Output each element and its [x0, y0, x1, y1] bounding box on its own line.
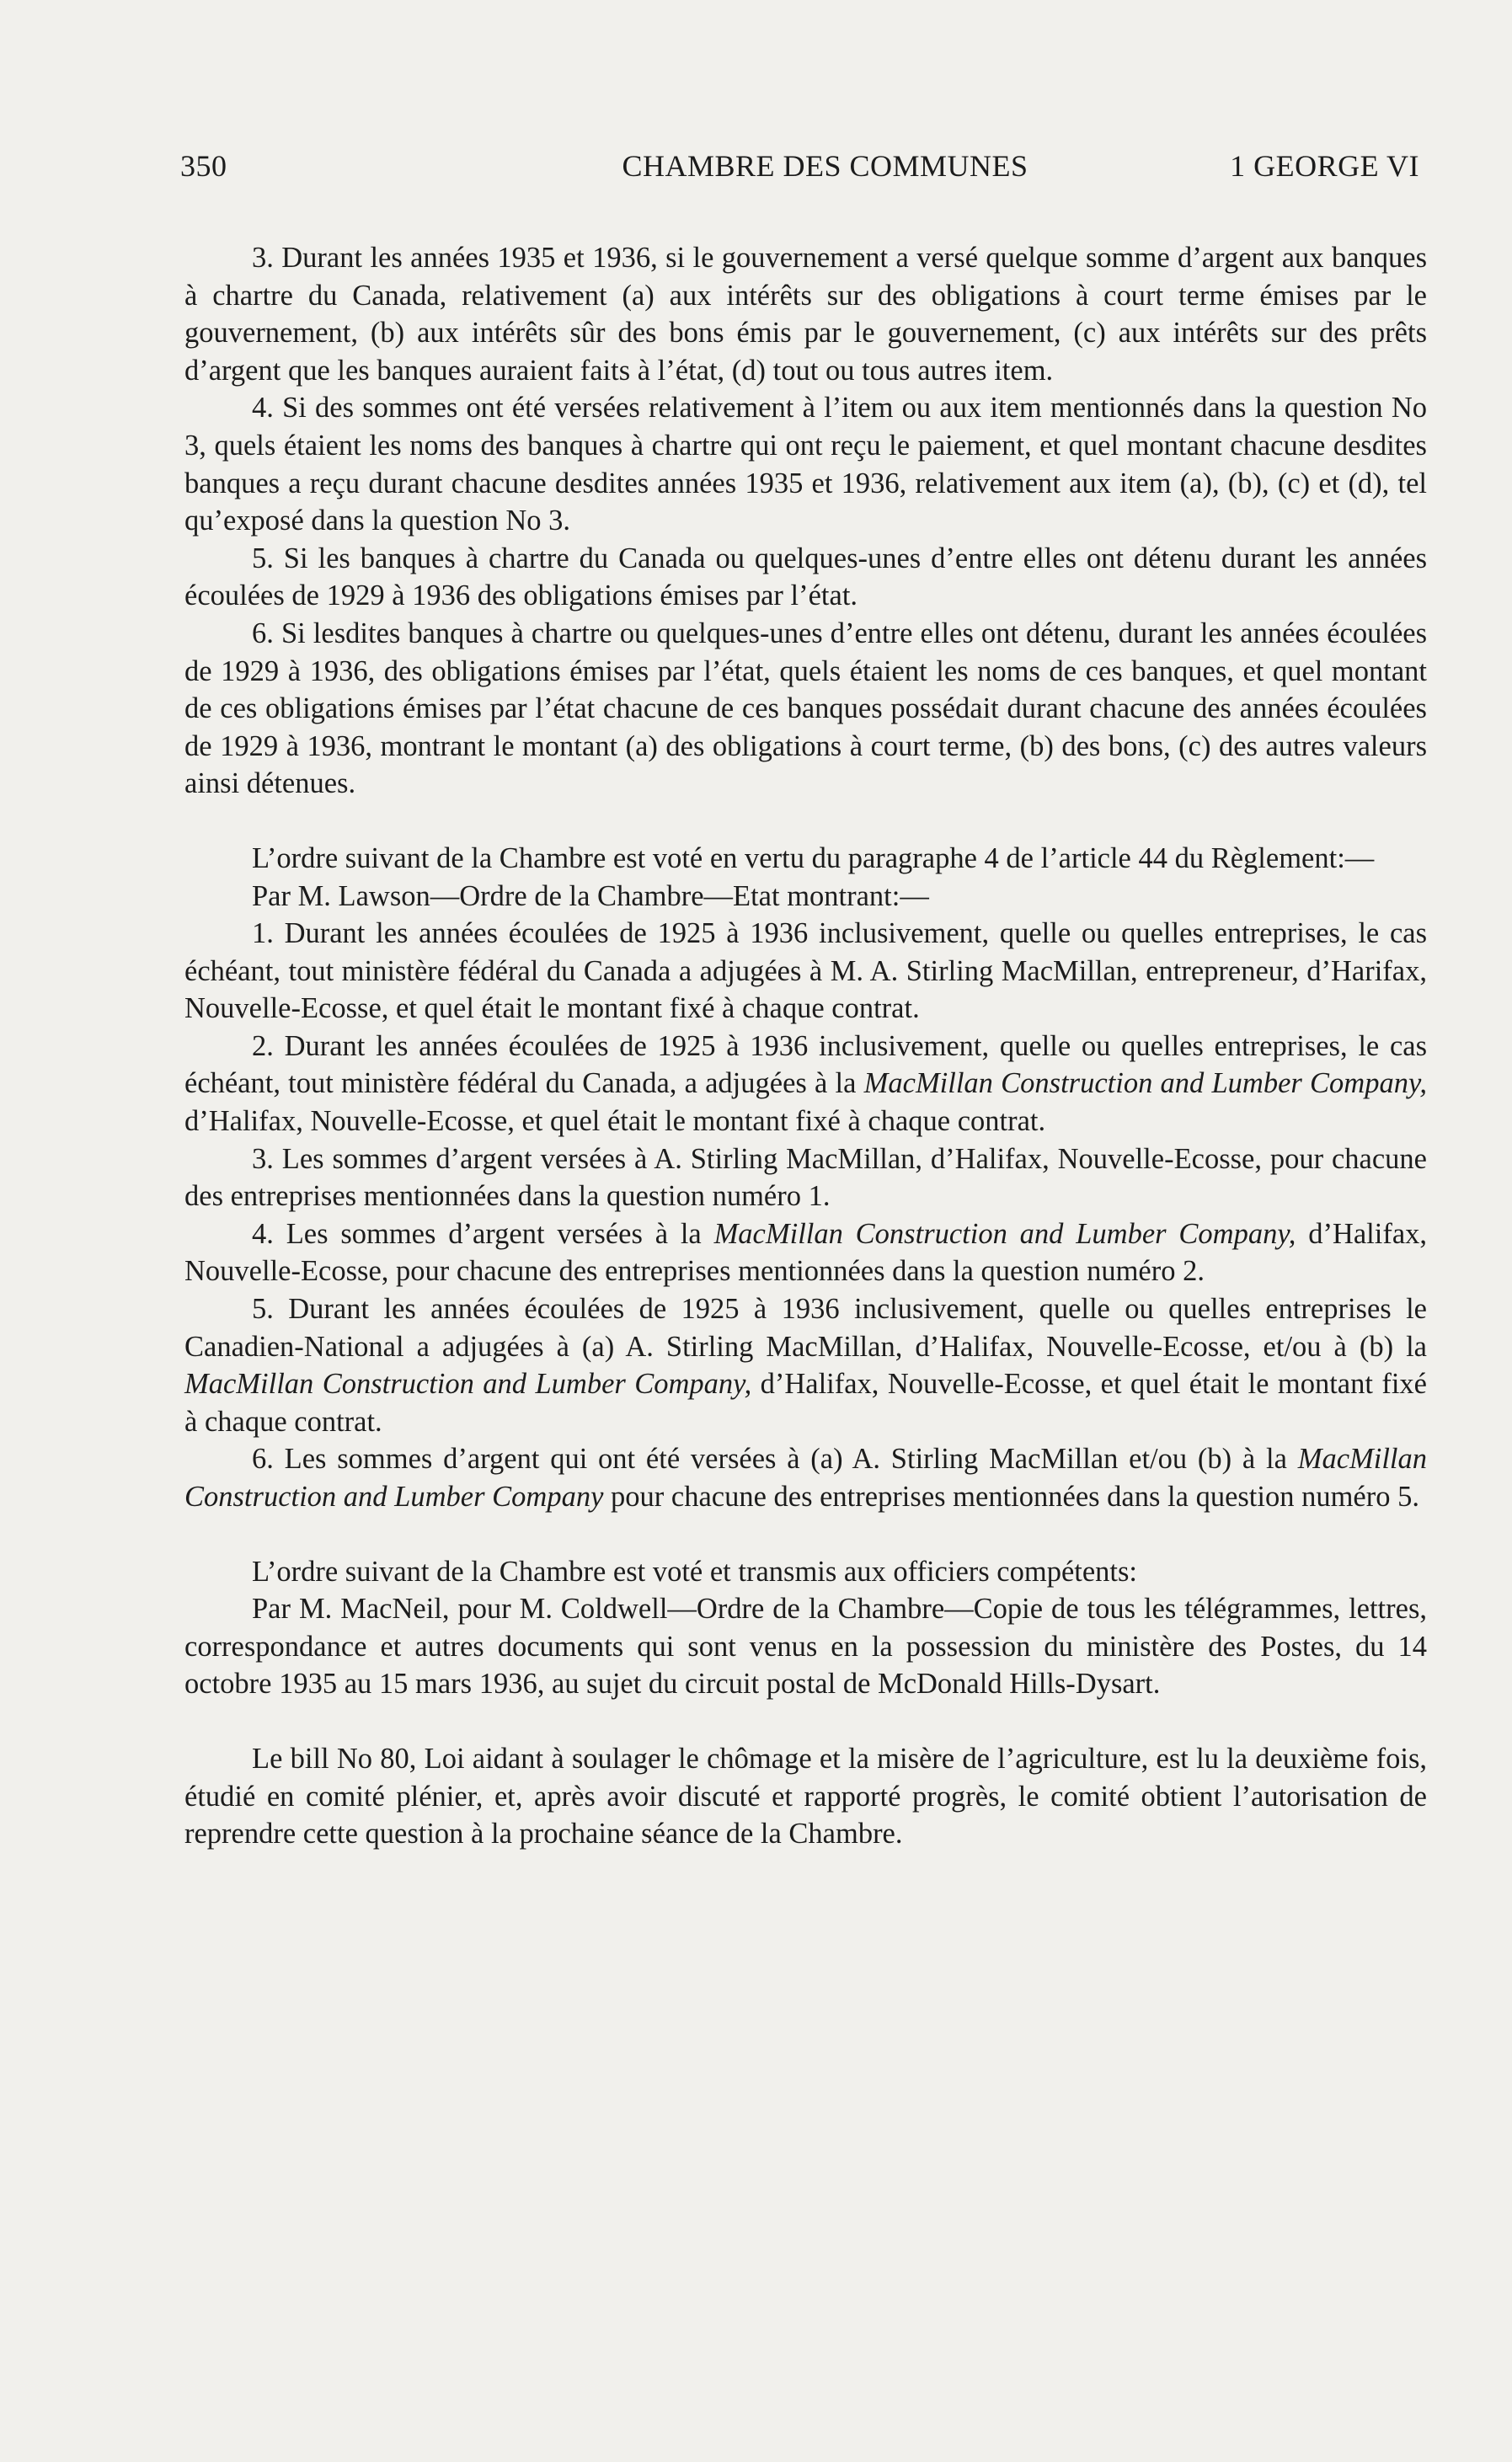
order-item-1: 1. Durant les années écoulées de 1925 à 1936 inclusivement, quelle ou quelles entreprises, le cas échéant, tout ministère fédéral du Canada a adjugées à M. A. Stirling MacMillan, entrepreneur, d’Harifax, Nouvelle-Ecosse, et quel était le montant fixé à chaque contrat. [184, 917, 1427, 1025]
order-item-2-start: 2. Durant les années écoulées de 1925 à 1936 inclusivement, quelle ou quelles entreprises, le cas échéant, tout ministère fédéral du Canada, a adjugées à la [184, 1029, 1427, 1100]
second-order-text: Par M. MacNeil, pour M. Coldwell—Ordre de la Chambre—Copie de tous les télégrammes, lettres, correspondance et autres documents qui sont venus en la possession du ministère des Postes, du 14 octobre 1935 au 15 mars 1936, au sujet du circuit postal de McDonald Hills-Dysart. [184, 1593, 1427, 1701]
company-name: MacMillan Construction and Lumber Company, [713, 1217, 1296, 1250]
running-title: CHAMBRE DES COMMUNES [622, 149, 1028, 183]
page-body [184, 239, 1427, 1853]
order-item-5 [184, 1290, 1427, 1440]
order-item-4-end: d’Halifax, Nouvelle-Ecosse, pour chacune des entreprises mentionnées dans la question numéro 2. [184, 1217, 1428, 1288]
order-item-5-start: 5. Durant les années écoulées de 1925 à 1936 inclusivement, quelle ou quelles entreprises le Canadien-National a adjugées à (a) A. Stirling MacMillan, d’Halifax, Nouvelle-Ecosse, et/ou à (b) la [184, 1293, 1427, 1363]
order-intro: L’ordre suivant de la Chambre est voté en vertu du paragraphe 4 de l’article 44 du Règlement:— [252, 841, 1375, 874]
order-item-4 [184, 1215, 1427, 1290]
order-item-5-end: d’Halifax, Nouvelle-Ecosse, et quel était le montant fixé à chaque contrat. [184, 1368, 1427, 1438]
company-name: MacMillan Construction and Lumber Company, [863, 1067, 1427, 1100]
question-5: 5. Si les banques à chartre du Canada ou quelques-unes d’entre elles ont détenu durant les années écoulées de 1929 à 1936 des obligations émises par l’état. [184, 542, 1427, 612]
section-gap [184, 1516, 1427, 1553]
company-name: MacMillan Construction and Lumber Company [184, 1443, 1427, 1513]
second-order-intro: L’ordre suivant de la Chambre est voté et transmis aux officiers compétents: [252, 1555, 1138, 1588]
reign-label: 1 GEORGE VI [1230, 149, 1419, 183]
page-number: 350 [180, 149, 227, 183]
order-item-4-start: 4. Les sommes d’argent versées à la [252, 1217, 714, 1250]
order-item-2 [184, 1028, 1427, 1140]
company-name: MacMillan Construction and Lumber Company, [184, 1368, 752, 1401]
bill-paragraph: Le bill No 80, Loi aidant à soulager le chômage et la misère de l’agriculture, est lu la deuxième fois, étudié en comité plénier, et, après avoir discuté et rapporté progrès, le comité obtient l’autorisation de reprendre cette question à la prochaine séance de la Chambre. [184, 1742, 1427, 1851]
question-3: 3. Durant les années 1935 et 1936, si le gouvernement a versé quelque somme d’argent aux banques à chartre du Canada, relativement (a) aux intérêts sur des obligations à court terme émises par le gouvernement, (b) aux intérêts sûr des bons émis par le gouvernement, (c) aux intérêts sur des prêts d’argent que les banques auraient faits à l’état, (d) tout ou tous autres item. [184, 242, 1427, 387]
section-gap [184, 1703, 1427, 1740]
order-item-3: 3. Les sommes d’argent versées à A. Stirling MacMillan, d’Halifax, Nouvelle-Ecosse, pour chacune des entreprises mentionnées dans la question numéro 1. [184, 1142, 1427, 1213]
page-header [180, 148, 1419, 190]
order-item-6 [184, 1440, 1427, 1515]
order-item-2-end: d’Halifax, Nouvelle-Ecosse, et quel était le montant fixé à chaque contrat. [184, 1105, 1046, 1138]
question-6: 6. Si lesdites banques à chartre ou quelques-unes d’entre elles ont détenu, durant les années écoulées de 1929 à 1936, des obligations émises par l’état, quels étaient les noms de ces banques, et quel montant de ces obligations émises par l’état chacune de ces banques possédait durant chacune des années écoulées de 1929 à 1936, montrant le montant (a) des obligations à court terme, (b) des bons, (c) des autres valeurs ainsi détenues. [184, 617, 1427, 800]
order-mover: Par M. Lawson—Ordre de la Chambre—Etat montrant:— [252, 879, 929, 912]
order-item-6-end: pour chacune des entreprises mentionnées dans la question numéro 5. [603, 1481, 1419, 1513]
section-gap [184, 803, 1427, 840]
order-item-6-start: 6. Les sommes d’argent qui ont été versées à (a) A. Stirling MacMillan et/ou (b) à la [252, 1443, 1298, 1476]
question-4: 4. Si des sommes ont été versées relativement à l’item ou aux item mentionnés dans la question No 3, quels étaient les noms des banques à chartre qui ont reçu le paiement, et quel montant chacune desdites banques a reçu durant chacune desdites années 1935 et 1936, relativement aux item (a), (b), (c) et (d), tel qu’exposé dans la question No 3. [184, 392, 1427, 537]
